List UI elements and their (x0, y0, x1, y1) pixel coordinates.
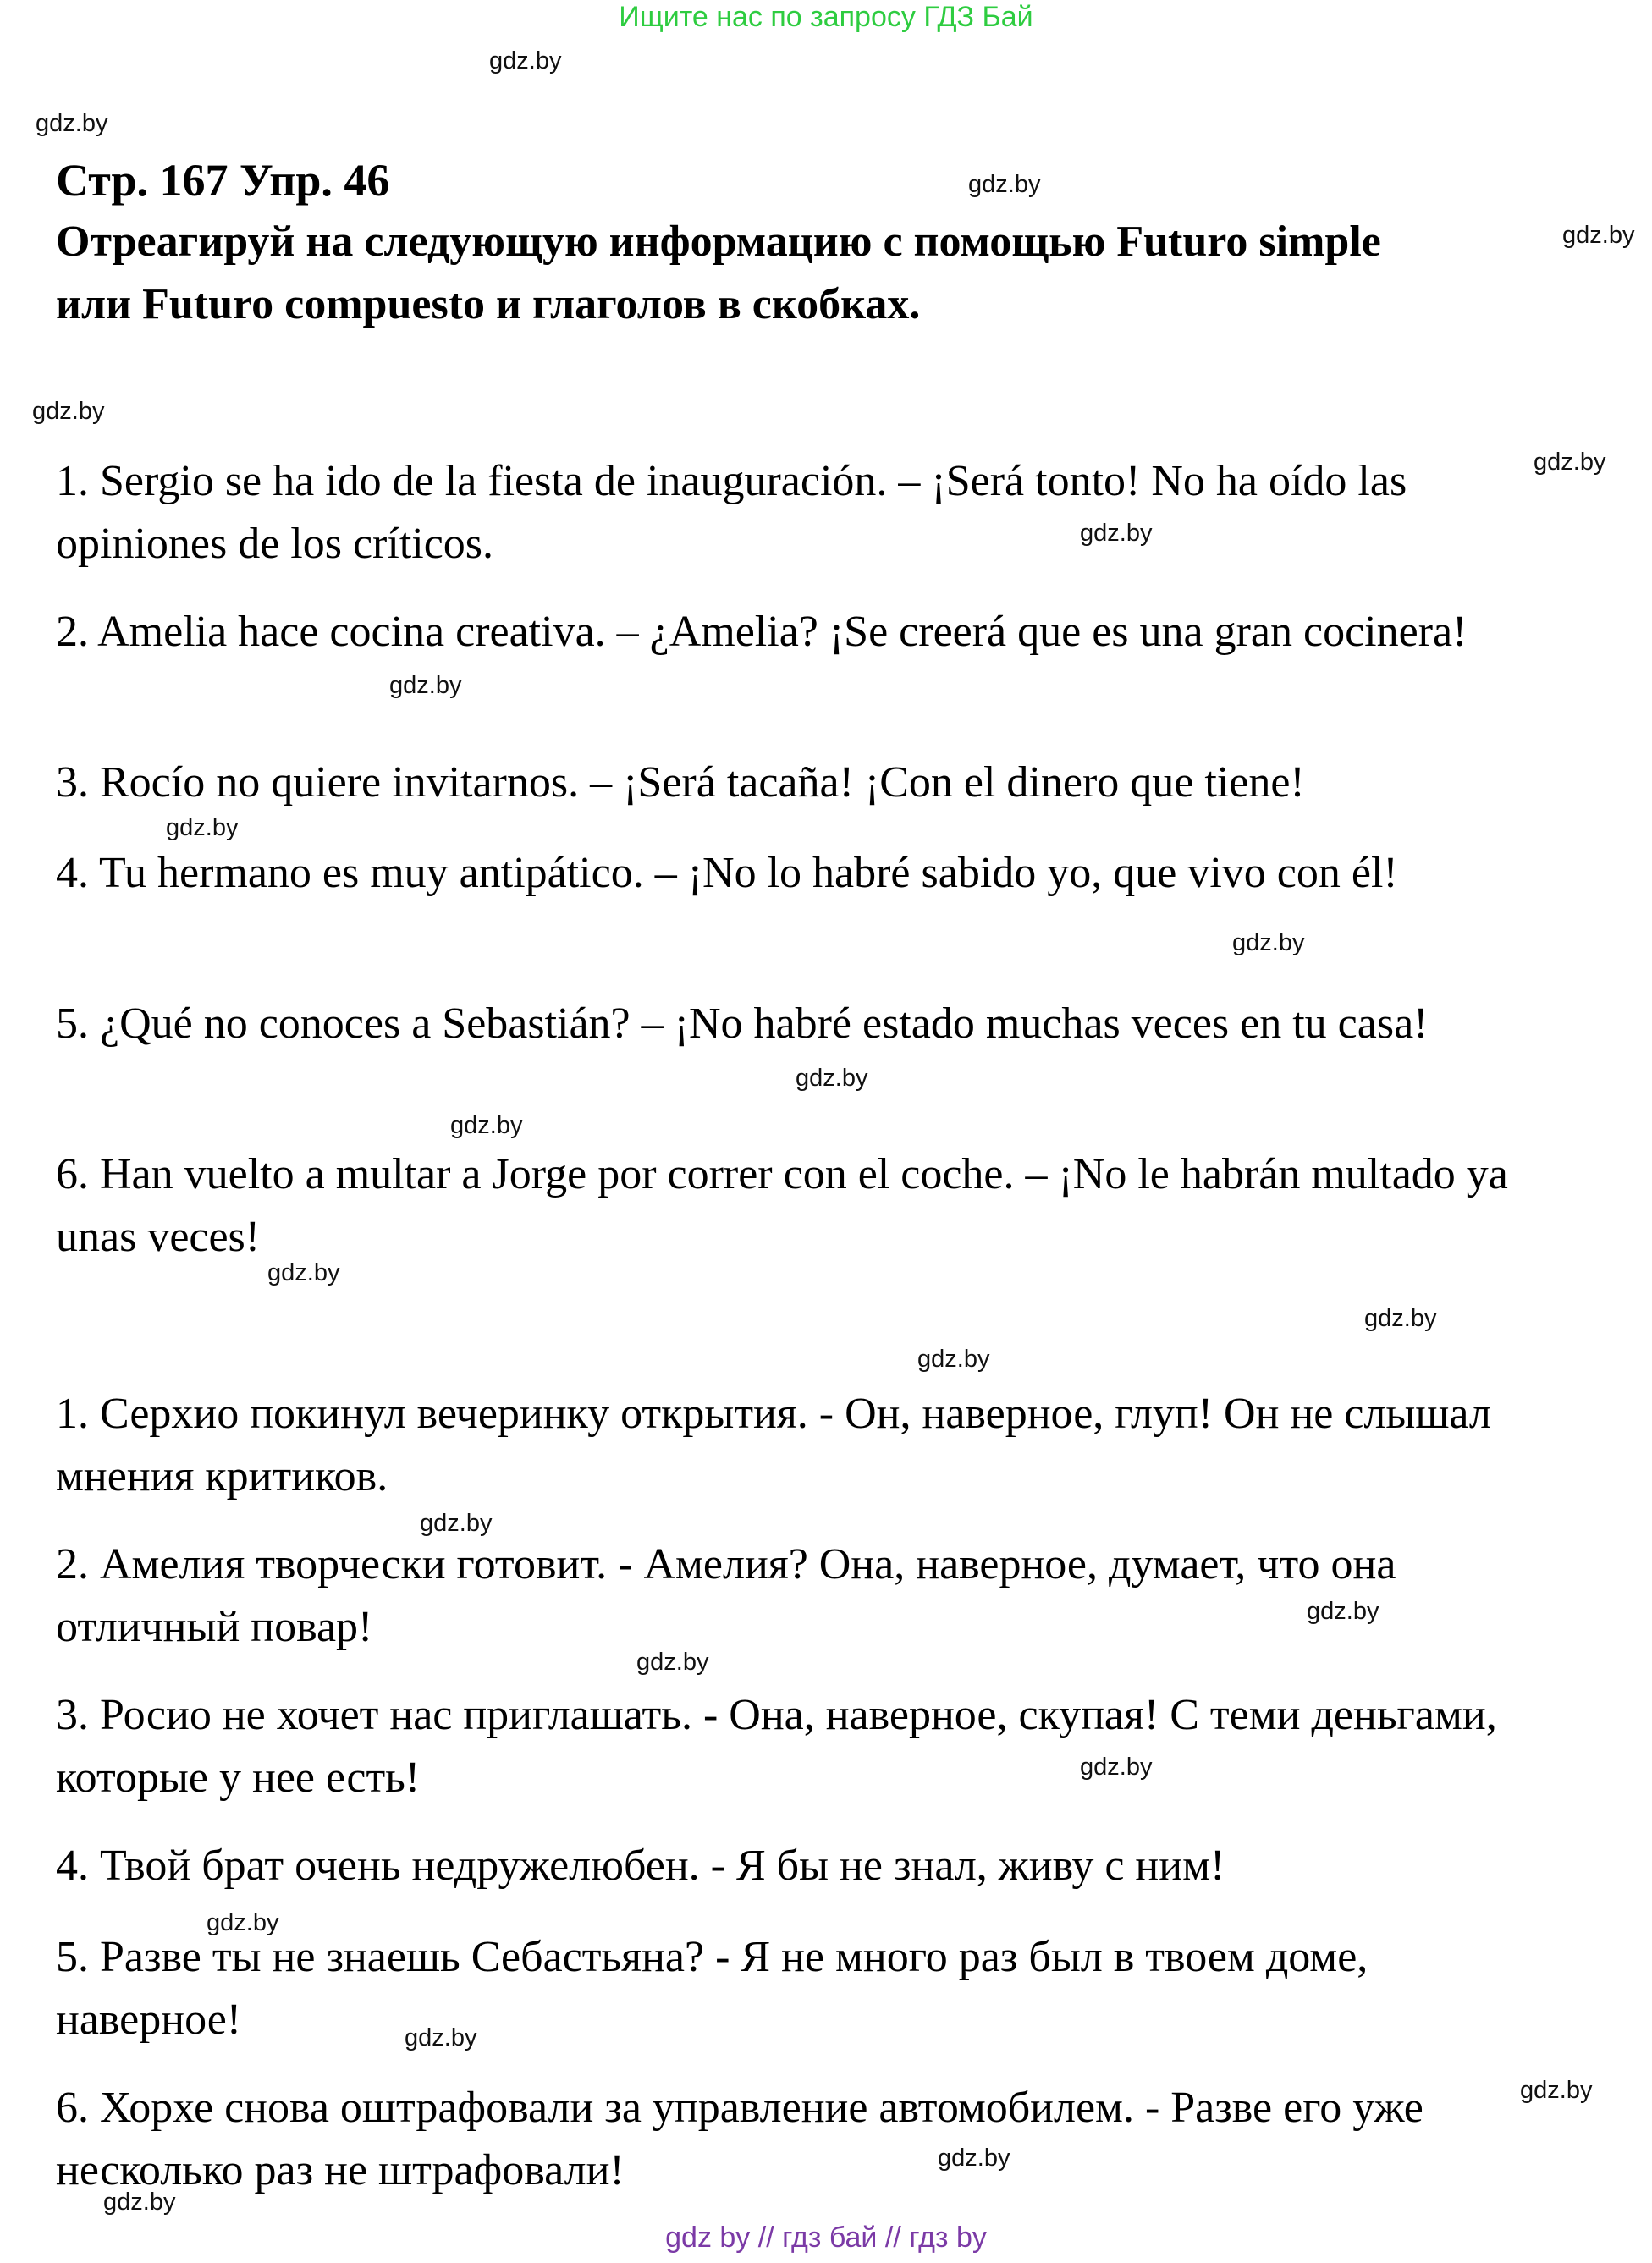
watermark: gdz.by (405, 2024, 477, 2051)
russian-sentence-4: 4. Твой брат очень недружелюбен. - Я бы не знал, живу с ним! (56, 1842, 1225, 1890)
watermark: gdz.by (36, 110, 108, 137)
footer-links[interactable]: gdz by // гдз бай // гдз by (665, 2222, 987, 2254)
watermark: gdz.by (389, 672, 462, 699)
spanish-sentence-2: 2. Amelia hace cocina creativa. – ¿Amelia? ¡Se creerá que es una gran cocinera! (56, 608, 1468, 656)
watermark: gdz.by (166, 814, 239, 841)
spanish-sentence-1: 1. Sergio se ha ido de la fiesta de inauguración. – ¡Será tonto! No ha oído las opiniones de los críticos. (56, 457, 1407, 568)
watermark: gdz.by (1232, 929, 1305, 956)
top-banner[interactable]: Ищите нас по запросу ГДЗ Бай (619, 1, 1033, 33)
spanish-sentence-4: 4. Tu hermano es muy antipático. – ¡No lo habré sabido yo, que vivo con él! (56, 849, 1398, 897)
watermark: gdz.by (1534, 449, 1606, 476)
page-title: Стр. 167 Упр. 46 (56, 155, 390, 206)
russian-sentence-2: 2. Амелия творчески готовит. - Амелия? Она, наверное, думает, что она отличный повар! (56, 1540, 1396, 1651)
spanish-sentence-5: 5. ¿Qué no conoces a Sebastián? – ¡No habré estado muchas veces en tu casa! (56, 999, 1429, 1048)
russian-sentence-5: 5. Разве ты не знаешь Себастьяна? - Я не много раз был в твоем доме, наверное! (56, 1933, 1368, 2044)
watermark: gdz.by (206, 1909, 279, 1936)
russian-sentence-1: 1. Серхио покинул вечеринку открытия. - Он, наверное, глуп! Он не слышал мнения критиков. (56, 1390, 1491, 1500)
watermark: gdz.by (1080, 520, 1153, 547)
russian-sentence-3: 3. Росио не хочет нас приглашать. - Она, наверное, скупая! С теми деньгами, которые у нее есть! (56, 1691, 1497, 1802)
russian-sentence-6: 6. Хорхе снова оштрафовали за управление автомобилем. - Разве его уже несколько раз не штрафовали! (56, 2084, 1423, 2194)
watermark: gdz.by (1562, 222, 1635, 249)
watermark: gdz.by (636, 1649, 709, 1676)
watermark: gdz.by (1364, 1305, 1437, 1332)
watermark: gdz.by (450, 1112, 523, 1139)
task-line-1: Отреагируй на следующую информацию с помощью Futuro simple (56, 217, 1381, 266)
watermark: gdz.by (938, 2145, 1010, 2172)
spanish-sentence-6: 6. Han vuelto a multar a Jorge por correr con el coche. – ¡No le habrán multado ya unas veces! (56, 1150, 1508, 1261)
watermark: gdz.by (420, 1510, 493, 1537)
watermark: gdz.by (267, 1259, 340, 1286)
watermark: gdz.by (1307, 1598, 1379, 1625)
task-line-2: или Futuro compuesto и глаголов в скобках. (56, 280, 921, 328)
watermark: gdz.by (32, 398, 105, 425)
watermark: gdz.by (968, 171, 1041, 198)
watermark: gdz.by (489, 47, 562, 74)
watermark: gdz.by (796, 1065, 868, 1092)
watermark: gdz.by (1520, 2077, 1593, 2104)
watermark: gdz.by (1080, 1754, 1153, 1781)
spanish-sentence-3: 3. Rocío no quiere invitarnos. – ¡Será tacaña! ¡Con el dinero que tiene! (56, 758, 1305, 807)
watermark: gdz.by (917, 1346, 990, 1373)
watermark: gdz.by (103, 2189, 176, 2216)
